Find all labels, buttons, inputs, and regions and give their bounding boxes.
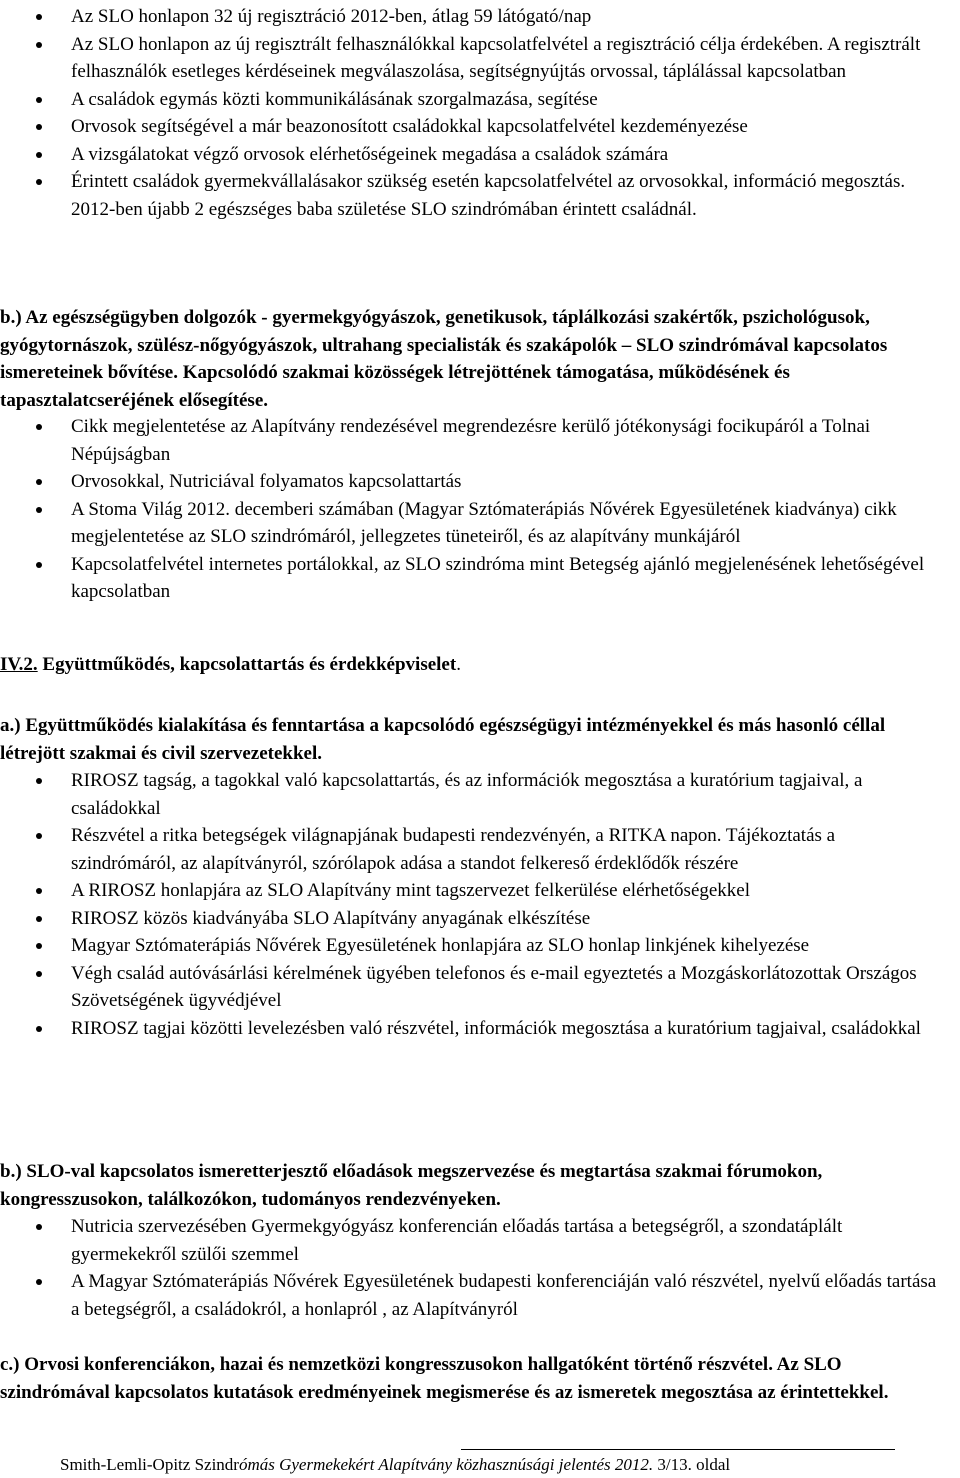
section-iv2-heading [0, 651, 940, 679]
list-item: A Stoma Világ 2012. decemberi számában (Magyar Sztómaterápiás Nővérek Egyesületének kiadványa) cikk megjelentetése az SLO szindrómáról, jellegzetes tüneteiről, és az alapítvány munkájáról [0, 496, 960, 551]
page-footer [60, 1455, 730, 1475]
list-item: A családok egymás közti kommunikálásának szorgalmazása, segítése [0, 86, 960, 114]
sub-b-heading-text: SLO-val kapcsolatos ismeretterjesztő előadások megszervezése és megtartása szakmai fórumokon, kongresszusokon, találkozókon, tudományos rendezvényeken. [0, 1161, 823, 1210]
sub-a-label: a.) [0, 715, 21, 736]
list-item: Az SLO honlapon az új regisztrált felhasználókkal kapcsolatfelvétel a regisztráció célja érdekében. A regisztrált felhasználók esetleges kérdéseinek megválaszolása, segítségnyújtás orvossal, táplálással kapcsolatban [0, 31, 960, 86]
footer-text: Smith-Lemli-Opitz Szindr [60, 1455, 239, 1474]
list-item: Orvosokkal, Nutriciával folyamatos kapcsolattartás [0, 468, 960, 496]
list-item: Nutricia szervezésében Gyermekgyógyász konferencián előadás tartása a betegségről, a szondatáplált gyermekekről szülői szemmel [0, 1213, 960, 1268]
list-item: Cikk megjelentetése az Alapítvány rendezésével megrendezésre kerülő jótékonysági focikupáról a Tolnai Népújságban [0, 413, 960, 468]
list-item: A Magyar Sztómaterápiás Nővérek Egyesületének budapesti konferenciáján való részvétel, nyelvű előadás tartása a betegségről, a családokról, a honlapról , az Alapítványról [0, 1268, 960, 1323]
sub-a-heading-text: Együttműködés kialakítása és fenntartása a kapcsolódó egészségügyi intézményekkel és más hasonló céllal létrejött szakmai és civil szervezetekkel. [0, 715, 886, 764]
list-item: Az SLO honlapon 32 új regisztráció 2012-ben, átlag 59 látógató/nap [0, 3, 960, 31]
sub-c-heading [0, 1351, 940, 1406]
section-b-heading-text: Az egészségügyben dolgozók - gyermekgyógyászok, genetikusok, táplálkozási szakértők, pszichológusok, gyógytornászok, szülész-nőgyógyászok, ultrahang specialisták és szakápolók – SLO szindrómával kapcsolatos ismereteinek bővítése. Kapcsolódó szakmai közösségek létrejöttének támogatása, működésének és tapasztalatcseréjének elősegítése. [0, 307, 888, 411]
list-item: A vizsgálatokat végző orvosok elérhetőségeinek megadása a családok számára [0, 141, 960, 169]
sub-c-label: c.) [0, 1354, 20, 1375]
footer-title-italic: ómás Gyermekekért Alapítvány közhasznúsági jelentés 2012. [238, 1455, 654, 1474]
sub-b-list [0, 1213, 960, 1323]
section-b-heading [0, 304, 940, 414]
list-item: RIROSZ közös kiadványába SLO Alapítvány anyagának elkészítése [0, 905, 960, 933]
sub-a-heading [0, 712, 940, 767]
list-item: Orvosok segítségével a már beazonosított családokkal kapcsolatfelvétel kezdeményezése [0, 113, 960, 141]
page-number: 3/13. oldal [653, 1455, 731, 1474]
list-item: RIROSZ tagság, a tagokkal való kapcsolattartás, és az információk megosztása a kuratórium tagjaival, a családokkal [0, 767, 960, 822]
section-iv2-number: IV.2. [0, 654, 38, 675]
sub-b-heading [0, 1158, 940, 1213]
list-item: Kapcsolatfelvétel internetes portálokkal, az SLO szindróma mint Betegség ajánló megjelenésének lehetőségével kapcsolatban [0, 551, 960, 606]
list-item: RIROSZ tagjai közötti levelezésben való részvétel, információk megosztása a kuratórium tagjaival, családokkal [0, 1015, 960, 1043]
section-a-list [0, 3, 960, 223]
section-b-list [0, 413, 960, 606]
section-b-label: b.) [0, 307, 22, 328]
list-item: Érintett családok gyermekvállalásakor szükség esetén kapcsolatfelvétel az orvosokkal, információ megosztás. 2012-ben újabb 2 egészséges baba születése SLO szindrómában érintett családnál. [0, 168, 960, 223]
sub-a-list [0, 767, 960, 1042]
list-item: Végh család autóvásárlási kérelmének ügyében telefonos és e-mail egyeztetés a Mozgáskorlátozottak Országos Szövetségének ügyvédjével [0, 960, 960, 1015]
list-item: A RIROSZ honlapjára az SLO Alapítvány mint tagszervezet felkerülése elérhetőségekkel [0, 877, 960, 905]
section-iv2-suffix: . [456, 654, 461, 675]
sub-b-label: b.) [0, 1161, 22, 1182]
sub-c-heading-text: Orvosi konferenciákon, hazai és nemzetközi kongresszusokon hallgatóként történő részvétel. Az SLO szindrómával kapcsolatos kutatások eredményeinek megismerése és az ismeretek megosztása az érintettekkel. [0, 1354, 889, 1403]
footer-rule [461, 1449, 895, 1450]
list-item: Magyar Sztómaterápiás Nővérek Egyesületének honlapjára az SLO honlap linkjének kihelyezése [0, 932, 960, 960]
list-item: Részvétel a ritka betegségek világnapjának budapesti rendezvényén, a RITKA napon. Tájékoztatás a szindrómáról, az alapítványról, szórólapok adása a standot felkereső érdeklődők részére [0, 822, 960, 877]
section-iv2-title: Együttműködés, kapcsolattartás és érdekképviselet [37, 654, 457, 675]
